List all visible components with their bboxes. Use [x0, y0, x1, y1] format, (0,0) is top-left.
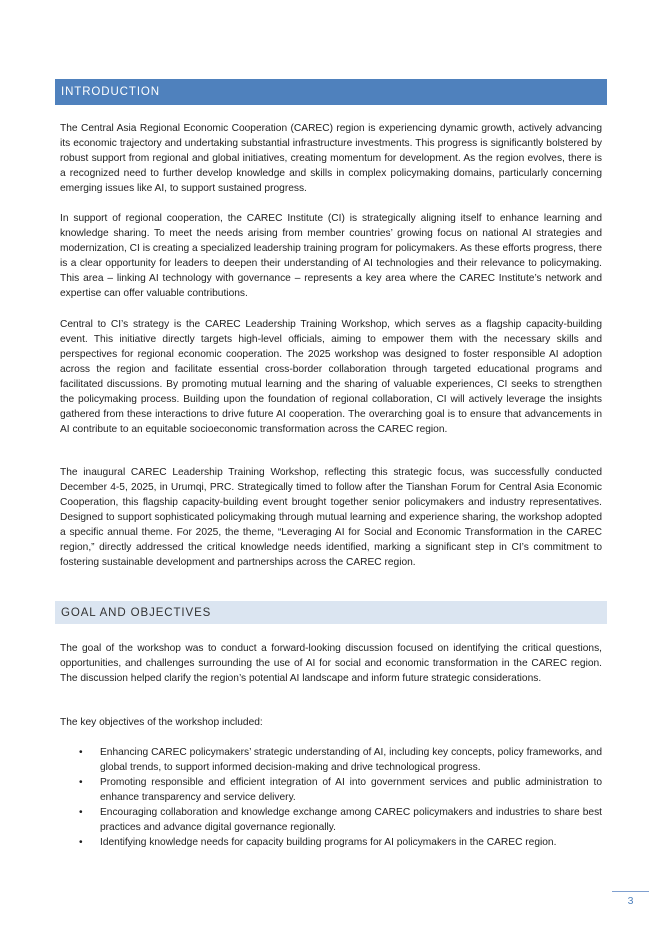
page-number-rule: [612, 891, 649, 892]
objective-item: [60, 745, 602, 775]
objective-text: Identifying knowledge needs for capacity building programs for AI policymakers in the CAREC region.: [100, 837, 557, 848]
section-heading-text: INTRODUCTION: [61, 86, 160, 98]
objective-text: Enhancing CAREC policymakers’ strategic understanding of AI, including key concepts, policy frameworks, and global trends, to support informed decision-making and drive technological progress.: [100, 747, 602, 773]
bullet-icon: •: [79, 807, 83, 818]
section-heading-goal-and-objectives: [55, 601, 607, 624]
objective-item: [60, 775, 602, 805]
objectives-intro: The key objectives of the workshop included:: [60, 717, 263, 728]
intro-paragraph-1: The Central Asia Regional Economic Cooperation (CAREC) region is experiencing dynamic growth, actively advancing its economic trajectory and undertaking substantial infrastructure investments. This progress is significantly bolstered by robust support from regional and global initiatives, creating momentum for development. As the region evolves, there is a recognized need to further develop knowledge and skills in complex policymaking domains, particularly concerning emerging issues like AI, to support sustained progress.: [60, 123, 602, 194]
bullet-icon: •: [79, 777, 83, 788]
goal-paragraph: The goal of the workshop was to conduct a forward-looking discussion focused on identifying the critical questions, opportunities, and challenges surrounding the use of AI for social and economic transformation in the CAREC region. The discussion helped clarify the region’s potential AI landscape and inform future strategic considerations.: [60, 643, 602, 684]
objective-item: [60, 835, 602, 850]
bullet-icon: •: [79, 747, 83, 758]
objective-item: [60, 805, 602, 835]
bullet-icon: •: [79, 837, 83, 848]
intro-paragraph-3: Central to CI’s strategy is the CAREC Leadership Training Workshop, which serves as a flagship capacity-building event. This initiative directly targets high-level officials, aiming to empower them with the necessary skills and perspectives for regional economic cooperation. The 2025 workshop was designed to foster responsible AI adoption across the region and facilitate essential cross-border collaboration through targeted educational programs and facilitated discussions. By promoting mutual learning and the sharing of valuable experiences, CI seeks to strengthen the policymaking process. Building upon the foundation of regional collaboration, CI will actively leverage the insights gathered from these interactions to drive future AI cooperation. The overarching goal is to ensure that advancements in AI contribute to an equitable socioeconomic transformation across the CAREC region.: [60, 319, 602, 435]
section-heading-introduction: [55, 79, 607, 105]
page-number: 3: [627, 895, 634, 907]
section-heading-text: GOAL AND OBJECTIVES: [61, 606, 212, 619]
intro-paragraph-2: In support of regional cooperation, the CAREC Institute (CI) is strategically aligning itself to enhance learning and knowledge sharing. To meet the needs arising from member countries’ growing focus on national AI strategies and modernization, CI is creating a specialized leadership training program for policymakers. As these efforts progress, there is a clear opportunity for leaders to deepen their understanding of AI technologies and their relevance to policymaking. This area – linking AI technology with governance – represents a key area where the CAREC Institute’s network and expertise can offer valuable contributions.: [60, 213, 602, 299]
objective-text: Encouraging collaboration and knowledge exchange among CAREC policymakers and industries to share best practices and advance digital governance regionally.: [100, 807, 602, 833]
intro-paragraph-4: The inaugural CAREC Leadership Training Workshop, reflecting this strategic focus, was successfully conducted December 4-5, 2025, in Urumqi, PRC. Strategically timed to follow after the Tianshan Forum for Central Asia Economic Cooperation, this flagship capacity-building event brought together senior policymakers and industry representatives. Designed to support sophisticated policymaking through mutual learning and experience sharing, the workshop adopted a specific annual theme. For 2025, the theme, “Leveraging AI for Social and Economic Transformation in the CAREC region,” directly addressed the critical knowledge needs identified, marking a significant step in CI’s commitment to fostering sustainable development and partnerships across the CAREC region.: [60, 467, 602, 568]
objectives-list: [60, 745, 602, 850]
objective-text: Promoting responsible and efficient integration of AI into government services and public administration to enhance transparency and service delivery.: [100, 777, 602, 803]
